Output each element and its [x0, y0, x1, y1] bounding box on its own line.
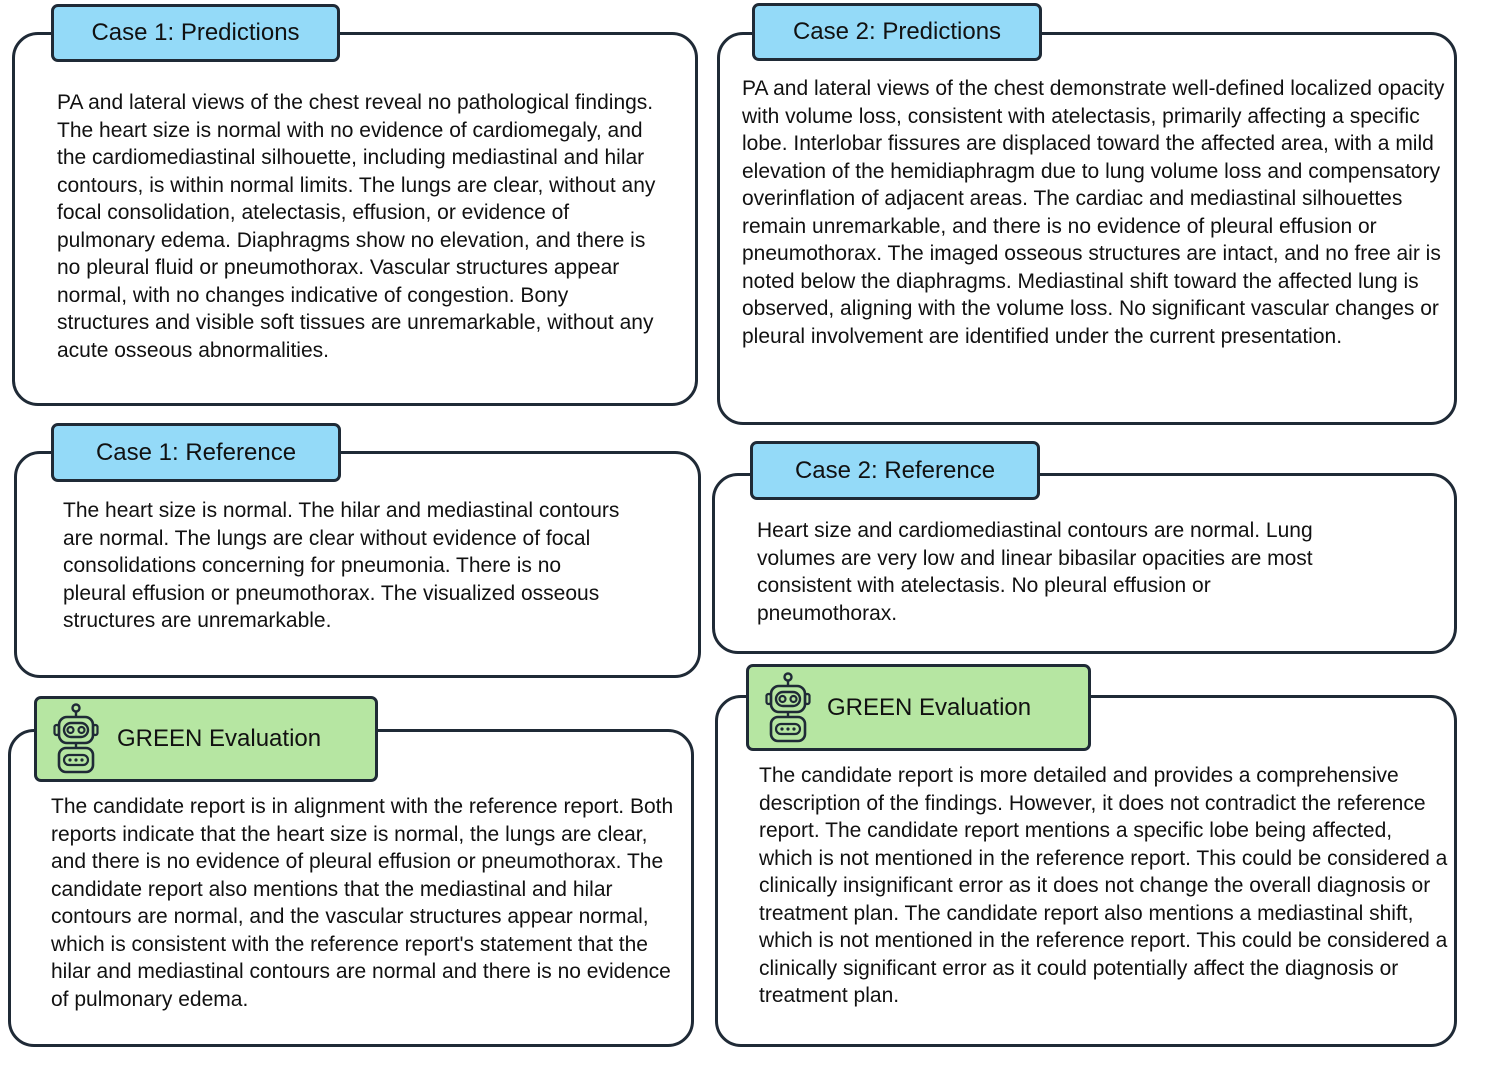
case1-evaluation-text: The candidate report is in alignment with the reference report. Both reports indicate that the heart size is normal, the lungs are clear, and there is no evidence of pleural effusion or pneumothorax. The candidate report also mentions that the mediastinal and hilar contours are normal, and the vascular structures appear normal, which is consistent with the reference report's statement that the hilar and mediastinal contours are normal and there is no evidence of pulmonary edema. — [51, 795, 674, 1011]
case2-reference-text: Heart size and cardiomediastinal contours are normal. Lung volumes are very low and linear bibasilar opacities are most consistent with atelectasis. No pleural effusion or pneumothorax. — [757, 519, 1313, 625]
case2-evaluation-title: GREEN Evaluation — [827, 693, 1032, 721]
case1-predictions-label — [51, 4, 340, 62]
case2-evaluation-label — [746, 664, 1091, 751]
case1-predictions-text: PA and lateral views of the chest reveal no pathological findings. The heart size is normal with no evidence of cardiomegaly, and the cardiomediastinal silhouette, including mediastinal and hilar contours, is within normal limits. The lungs are clear, without any focal consolidation, atelectasis, effusion, or evidence of pulmonary edema. Diaphragms show no elevation, and there is no pleural fluid or pneumothorax. Vascular structures appear normal, with no changes indicative of congestion. Bony structures and visible soft tissues are unremarkable, without any acute osseous abnormalities. — [57, 91, 656, 362]
case1-reference-text: The heart size is normal. The hilar and mediastinal contours are normal. The lungs are clear without evidence of focal consolidations concerning for pneumonia. There is no pleural effusion or pneumothorax. The visualized osseous structures are unremarkable. — [63, 499, 620, 632]
robot-icon — [53, 703, 99, 775]
robot-icon — [765, 672, 811, 744]
case1-evaluation-title: GREEN Evaluation — [117, 725, 322, 752]
case2-reference-label — [750, 441, 1040, 500]
case2-predictions-title: Case 2: Predictions — [792, 18, 1002, 45]
case2-evaluation-text: The candidate report is more detailed and provides a comprehensive description of the findings. However, it does not contradict the reference report. The candidate report mentions a specific lobe being affected, which is not mentioned in the reference report. This could be considered a clinically insignificant error as it does not change the overall diagnosis or treatment plan. The candidate report also mentions a mediastinal shift, which is not mentioned in the reference report. This could be considered a clinically significant error as it could potentially affect the diagnosis or treatment plan. — [759, 764, 1448, 1007]
case1-evaluation-label — [34, 696, 378, 782]
case2-reference-title: Case 2: Reference — [794, 456, 996, 484]
case2-predictions-text: PA and lateral views of the chest demonstrate well-defined localized opacity with volume loss, consistent with atelectasis, primarily affecting a specific lobe. Interlobar fissures are displaced toward the affected area, with a mild elevation of the hemidiaphragm due to lung volume loss and compensatory overinflation of adjacent areas. The cardiac and mediastinal silhouettes remain unremarkable, and there is no evidence of pleural effusion or pneumothorax. The imaged osseous structures are intact, and no free air is noted below the diaphragms. Mediastinal shift toward the affected lung is observed, aligning with the volume loss. No significant vascular changes or pleural involvement are identified under the current presentation. — [742, 77, 1445, 348]
case2-predictions-label — [752, 3, 1042, 61]
case1-reference-label — [51, 423, 341, 482]
case1-reference-title: Case 1: Reference — [95, 438, 297, 466]
case1-predictions-title: Case 1: Predictions — [91, 19, 300, 46]
